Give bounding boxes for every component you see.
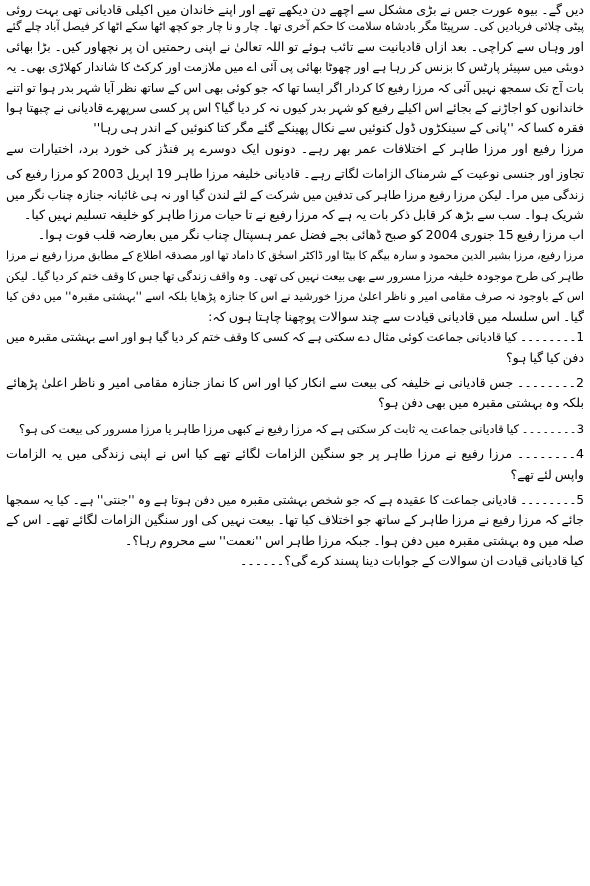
text-line-2: پیٹی چلائی فریادیں کی۔ سرپیٹا مگر بادشاہ سلامت کا حکم آخری تھا۔ چار و نا چار جو کچھ اٹھا سکے اٹھا کر فیصل آباد چلے گئے [6, 19, 584, 34]
text-line-8: مرزا رفیع اور مرزا طاہر کے اختلافات عمر بھر رہے۔ دونوں ایک دوسرے پر فنڈز کی خورد برد، اختیارات سے [6, 140, 584, 156]
question-4-line-1: 4۔۔۔۔۔۔۔۔ مرزا رفیع نے مرزا طاہر پر جو سنگین الزامات لگائے تھے کیا اس نے اپنی زندگی میں یہ الزامات [6, 446, 584, 462]
question-1-line-1: 1۔۔۔۔۔۔۔۔ کیا قادیانی جماعت کوئی مثال دے سکتی ہے کہ کسی کا وقف ختم کر دیا گیا ہو اور اسے بہشتی مقبرہ میں [6, 330, 584, 345]
text-line-1: دیں گے۔ بیوہ عورت جس نے بڑی مشکل سے اچھے دن دیکھے تھے اور اپنے خاندان میں اکیلی قادیانی تھی بہت روئی [6, 2, 584, 17]
text-line-5: بات آج تک سمجھ نہیں آئی کہ مرزا رفیع کا کردار اگر ایسا تھا کہ جو کوئی بھی اس کے ساتھ نظر آیا شہر بدر ہوا تو اتنے [6, 80, 584, 95]
text-line-14: طاہر کی طرح موجودہ خلیفہ مرزا مسرور سے بھی بیعت نہیں کی تھی۔ وہ واقف زندگی تھا جس کا وقف ختم کر دیا گیا۔ لیکن [6, 269, 584, 284]
text-line-13: مرزا رفیع، مرزا بشیر الدین محمود و سارہ بیگم کا بیٹا اور ڈاکٹر اسحٰق کا داماد تھا اور مصدقہ اطلاع کے مطابق مرزا رفیع نے مرزا [6, 248, 584, 262]
question-2-line-1: 2۔۔۔۔۔۔۔۔ جس قادیانی نے خلیفہ کی بیعت سے انکار کیا اور اس کا نماز جنازہ مقامی امیر و ناظر اعلیٰ پڑھائے [6, 375, 584, 391]
question-2-line-2: بلکہ وہ بہشتی مقبرہ میں بھی دفن ہو؟ [378, 395, 584, 411]
text-line-9: تجاوز اور جنسی نوعیت کے شرمناک الزامات لگاتے رہے۔ قادیانی خلیفہ مرزا طاہر 19 اپریل 2003 کو مرزا رفیع کی [6, 167, 584, 182]
question-5-line-1: 5۔۔۔۔۔۔۔۔ قادیانی جماعت کا عقیدہ ہے کہ جو شخص بہشتی مقبرہ میں دفن ہوتا ہے وہ ''جنتی'' ہے۔ کیا یہ سمجھا [6, 492, 584, 507]
question-3: 3۔۔۔۔۔۔۔۔ کیا قادیانی جماعت یہ ثابت کر سکتی ہے کہ مرزا رفیع نے کبھی مرزا طاہر یا مرزا مسرور کی بیعت کی ہو؟ [18, 421, 584, 436]
text-line-7: فقرہ کسا کہ ''پانی کے سینکڑوں ڈول کنوئیں سے نکال پھینکے گئے مگر کتا کنوئیں کے اندر ہی رہا'' [93, 120, 584, 136]
closing-line: کیا قادیانی قیادت ان سوالات کے جوابات دینا پسند کرے گی؟۔۔۔۔۔۔ [240, 553, 584, 569]
text-line-6: خاندانوں کو اجاڑنے کے بجائے اس اکیلے رفیع کو شہر بدر کیوں نہ کر دیا گیا؟ اس پر کسی سرپھرے قادیانی نے چبھتا ہوا [6, 100, 584, 115]
question-4-line-2: واپس لئے تھے؟ [510, 466, 584, 482]
text-line-12: اب مرزا رفیع 15 جنوری 2004 کو صبح ڈھائی بجے فضل عمر ہسپتال چناب نگر میں بعارضہ قلب فوت ہوا۔ [37, 227, 584, 243]
text-line-16: گیا۔ اس سلسلہ میں قادیانی قیادت سے چند سوالات پوچھنا چاہتا ہوں کہ: [208, 308, 584, 324]
text-line-4: دوبئی میں سپیئر پارٹس کا بزنس کر رہا ہے اور چھوٹا بھائی پی آئی اے میں ملازمت اور کرکٹ کا شاندار کھلاڑی بھی۔ یہ [6, 60, 584, 75]
text-line-3: اور وہاں سے کراچی۔ بعد ازاں قادیانیت سے تائب ہوئے تو اللہ تعالیٰ نے اپنی رحمتیں ان پر نچھاور کیں۔ بڑا بھائی [6, 38, 584, 54]
text-line-11: شریک ہوا۔ سب سے بڑھ کر قابل ذکر بات یہ ہے کہ مرزا رفیع نے تا حیات مرزا طاہر کو خلیفہ تسلیم نہیں کیا۔ [23, 206, 584, 222]
question-5-line-2: جائے کہ مرزا رفیع نے مرزا طاہر کے ساتھ جو اختلاف کیا تھا۔ بیعت نہیں کی اور سنگین الزامات لگائے تھے۔ اس کے [6, 512, 584, 528]
text-line-10: زندگی میں مرا۔ لیکن مرزا رفیع مرزا طاہر کی تدفین میں شرکت کے لئے لندن گیا اور نہ ہی غائبانہ جنازہ چناب نگر میں [6, 187, 584, 202]
text-line-15: اس کے باوجود نہ صرف مقامی امیر و ناظر اعلیٰ مرزا خورشید نے اس کا جنازہ پڑھایا بلکہ اسے ''بہشتی مقبرہ'' میں دفن کیا [6, 289, 584, 304]
question-5-line-3: صلہ میں وہ بہشتی مقبرہ میں دفن ہوا۔ جبکہ مرزا طاہر اس ''نعمت'' سے محروم رہا؟۔ [125, 532, 584, 548]
question-1-line-2: دفن کیا گیا ہو؟ [505, 349, 584, 365]
